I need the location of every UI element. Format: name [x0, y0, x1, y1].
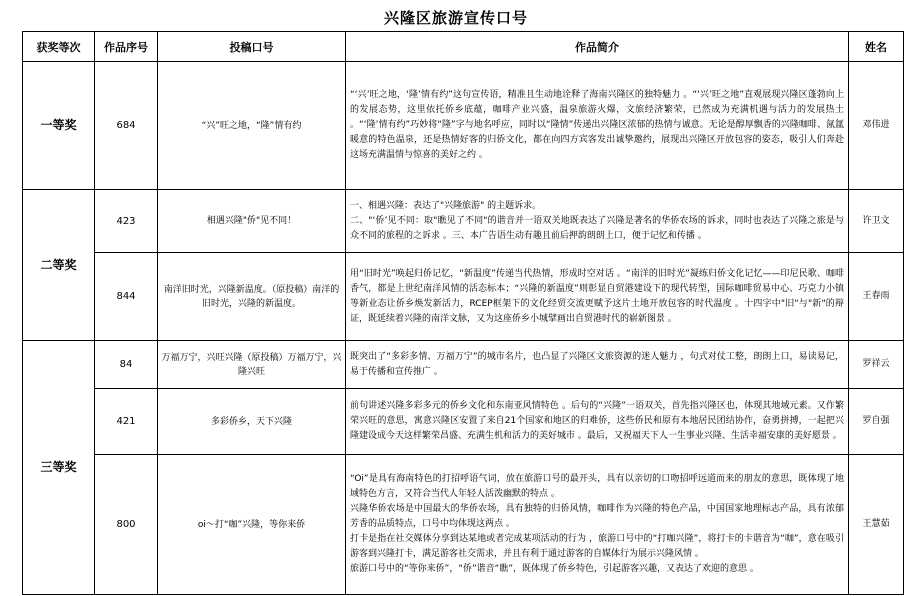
slogan-cell: oi～打“咖”兴隆，等你来侨 — [158, 455, 346, 595]
author-name: 许卫文 — [849, 190, 904, 253]
award-level-first: 一等奖 — [23, 62, 95, 190]
entry-number: 423 — [95, 190, 158, 253]
award-table — [22, 31, 904, 595]
author-name: 王慧茹 — [849, 455, 904, 595]
header-slogan: 投稿口号 — [158, 32, 346, 62]
author-name: 王春雨 — [849, 253, 904, 341]
table-row — [23, 341, 904, 389]
header-row — [23, 32, 904, 62]
slogan-cell: 多彩侨乡，天下兴隆 — [158, 389, 346, 455]
table-row — [23, 253, 904, 341]
description-cell: 前句讲述兴隆多彩多元的侨乡文化和东南亚风情特色 。后句的“兴隆”一语双关，首先指兴隆区也，体现其地域元素。又作繁荣兴旺的意思，寓意兴隆区安置了来自21个国家和地区的归难侨，这些侨民和原有本地居民团结协作，奋勇拼搏，一起把兴隆建设成今天这样繁荣昌盛、充满生机和活力的美好城市 。最后，又祝福天下人一生事业兴隆、生活幸福安康的美好愿景 。 — [346, 389, 849, 455]
entry-number: 800 — [95, 455, 158, 595]
header-description: 作品简介 — [346, 32, 849, 62]
header-entry-number: 作品序号 — [95, 32, 158, 62]
author-name: 罗自强 — [849, 389, 904, 455]
description-cell: “Oi”是具有海南特色的打招呼语气词，放在旅游口号的最开头，具有以亲切的口吻招呼远道而来的朋友的意思，既体现了地域特色方言，又符合当代人年轻人活泼幽默的特点 。 兴隆华侨农场是中国最大的华侨农场，具有独特的归侨风情，咖啡作为兴隆的特色产品，中国国家地理标志产品，具有浓郁芳香的品质特点，口号中均体现这两点 。 打卡是指在社交媒体分享到达某地或者完成某项活动的行为 ，旅游口号中的“打咖兴隆”，将打卡的卡谐音为“咖”，意在吸引游客到兴隆打卡，满足游客社交需求，并且有利于通过游客的自媒体行为展示兴隆风情 。 旅游口号中的“等你来侨”，“侨”谐音“瞧”，既体现了侨乡特色，引起游客兴趣，又表达了欢迎的意思 。 — [346, 455, 849, 595]
slogan-cell: 相遇兴隆"侨"见不同！ — [158, 190, 346, 253]
entry-number: 84 — [95, 341, 158, 389]
description-cell: 用“旧时光”唤起归侨记忆，“新温度”传递当代热情，形成时空对话 。“南洋的旧时光”凝练归侨文化记忆——印尼民歌、咖啡香气，都是上世纪南洋风情的活态标本；“兴隆的新温度”则彰显自贸港建设下的现代转型，国际咖啡贸易中心、巧克力小镇等新业态让侨乡焕发新活力，RCEP框架下的文化经贸交流更赋予这片土地开放包容的时代温度 。十四字中"旧"与"新"的辩证，既延续着兴隆的南洋文脉，又为这座侨乡小城擘画出自贸港时代的崭新图景 。 — [346, 253, 849, 341]
entry-number: 844 — [95, 253, 158, 341]
table-row — [23, 389, 904, 455]
award-level-third: 三等奖 — [23, 341, 95, 595]
slogan-cell: 南洋旧时光，兴隆新温度。（原投稿）南洋的旧时光，兴隆的新温度。 — [158, 253, 346, 341]
description-cell: 一、相遇兴隆：表达了"兴隆旅游" 的主题诉求。 二、"‘侨’见不同：取"瞧见了不同"的谐音并一语双关地既表达了兴隆是著名的华侨农场的诉求，同时也表达了兴隆之旅是与众不同的旅程的之诉求 。三、本广告语生动有趣且前后押韵朗朗上口，便于记忆和传播 。 — [346, 190, 849, 253]
description-cell: “‘兴’旺之地，‘隆’情有约”这句宣传语，精准且生动地诠释了海南兴隆区的独特魅力 。“‘兴’旺之地”直观展现兴隆区蓬勃向上的发展态势，这里依托侨乡底蕴，咖啡产业兴盛，温泉旅游火爆，文旅经济繁荣，已然成为充满机遇与活力的发展热土 。“‘隆’情有约”巧妙将“隆”字与地名呼应，同时以“隆情”传递出兴隆区浓郁的热情与诚意。无论是醇厚飘香的兴隆咖啡、氤氲暖意的特色温泉，还是热情好客的归侨文化，都在向四方宾客发出诚挚邀约，展现出兴隆区开放包容的姿态，吸引人们奔赴这场充满温情与惊喜的美好之约 。 — [346, 62, 849, 190]
slogan-cell: 万福万宁，兴旺兴隆（原投稿）万福万宁，兴隆兴旺 — [158, 341, 346, 389]
table-row — [23, 62, 904, 190]
header-name: 姓名 — [849, 32, 904, 62]
slogan-cell: “兴”旺之地，“隆”情有约 — [158, 62, 346, 190]
entry-number: 421 — [95, 389, 158, 455]
award-level-second: 二等奖 — [23, 190, 95, 341]
author-name: 罗祥云 — [849, 341, 904, 389]
table-row — [23, 455, 904, 595]
table-row — [23, 190, 904, 253]
author-name: 邓伟进 — [849, 62, 904, 190]
document-title: 兴隆区旅游宣传口号 — [383, 9, 528, 27]
description-cell: 既突出了“多彩多情、万福万宁”的城市名片，也凸显了兴隆区文旅资源的迷人魅力 ，句式对仗工整，朗朗上口，易读易记，易于传播和宣传推广 。 — [346, 341, 849, 389]
header-award-level: 获奖等次 — [23, 32, 95, 62]
entry-number: 684 — [95, 62, 158, 190]
